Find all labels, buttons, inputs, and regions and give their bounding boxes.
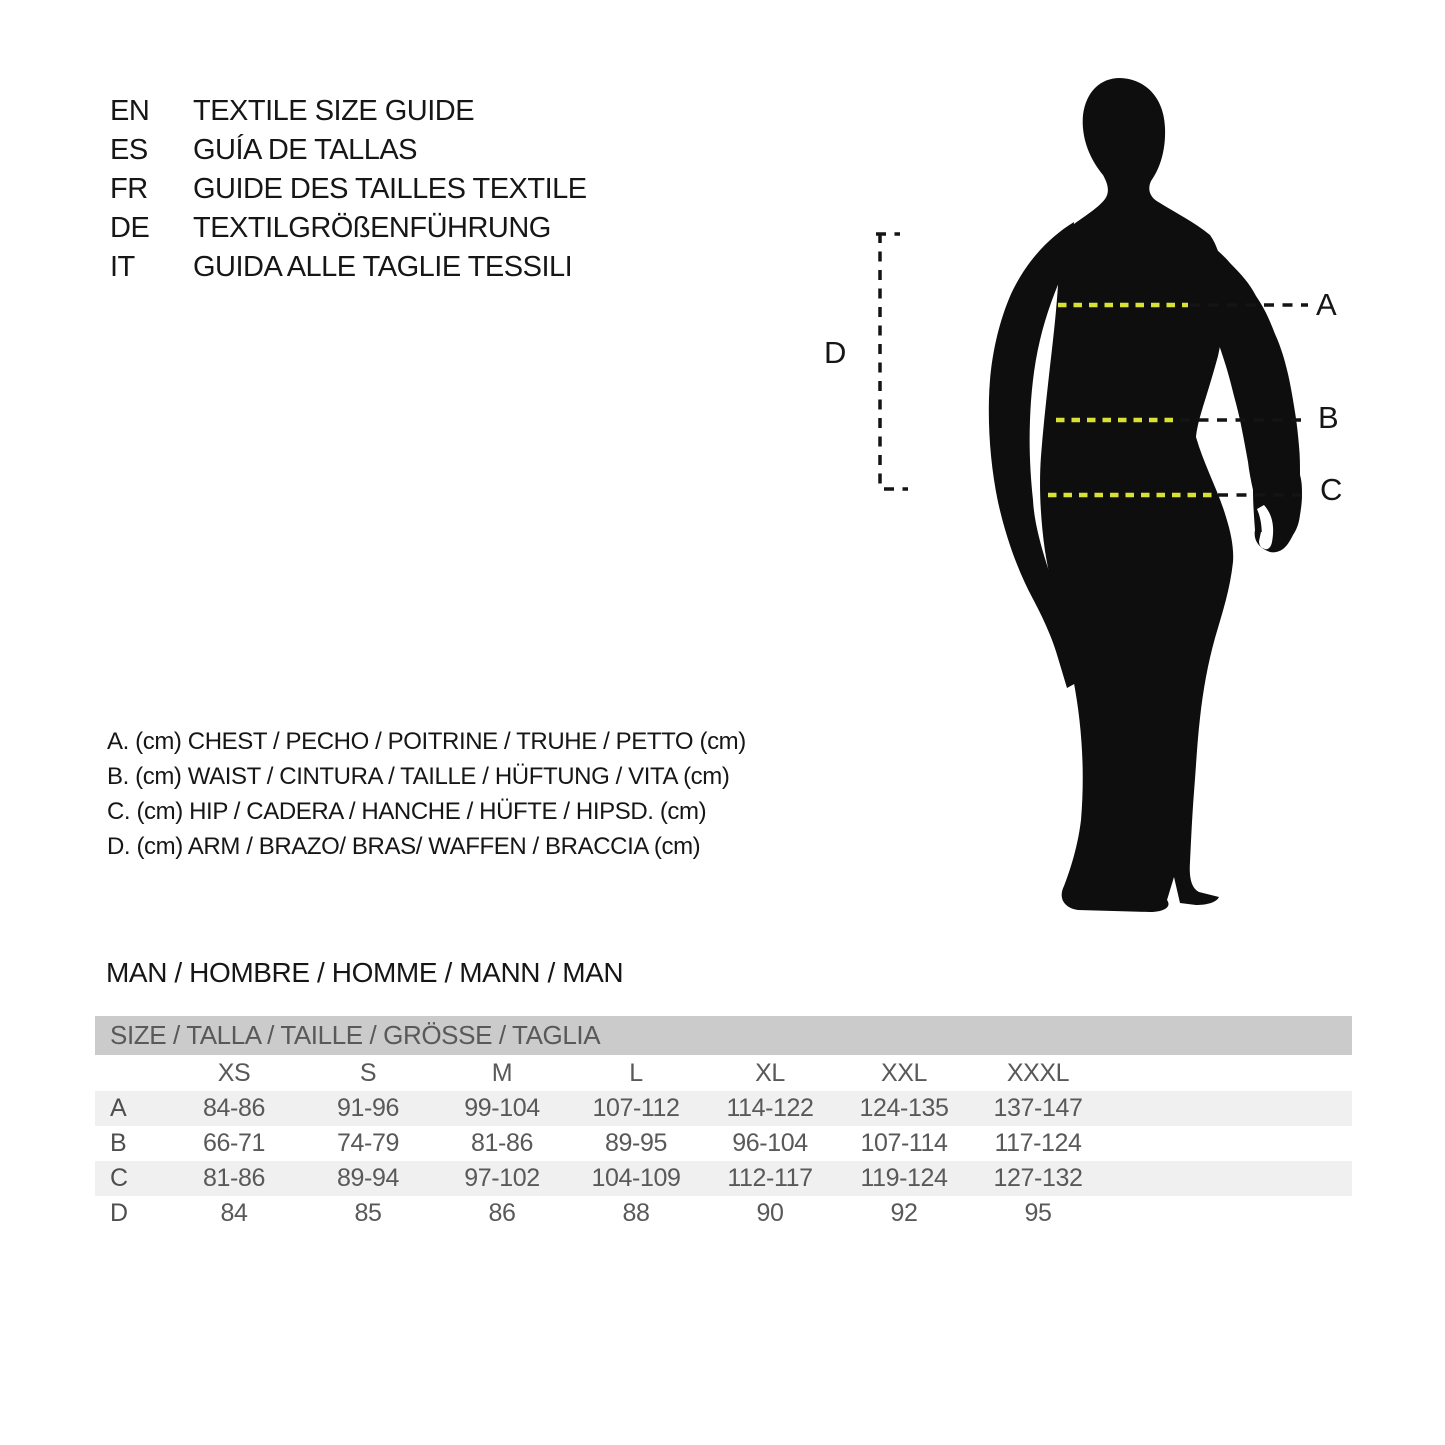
size-value-cell: 127-132	[993, 1164, 1083, 1192]
size-value-cell: 89-94	[337, 1164, 399, 1192]
size-value-cell: 81-86	[203, 1164, 265, 1192]
arm-length-bracket	[876, 233, 908, 489]
language-title: GUIDA ALLE TAGLIE TESSILI	[193, 251, 573, 283]
size-value-cell: 89-95	[605, 1129, 667, 1157]
table-row	[95, 1196, 1352, 1231]
row-label: D	[110, 1199, 128, 1227]
size-value-cell: 74-79	[337, 1129, 399, 1157]
size-value-cell: 91-96	[337, 1094, 399, 1122]
language-title: TEXTILGRÖßENFÜHRUNG	[193, 212, 551, 244]
language-code: ES	[110, 134, 148, 166]
measurement-line: D. (cm) ARM / BRAZO/ BRAS/ WAFFEN / BRACCIA (cm)	[107, 833, 701, 860]
size-value-cell: 66-71	[203, 1129, 265, 1157]
size-value-cell: 84	[220, 1199, 248, 1227]
size-value-cell: 107-114	[860, 1129, 948, 1157]
size-column-header: XS	[217, 1059, 251, 1087]
table-row	[95, 1091, 1352, 1126]
size-value-cell: 81-86	[471, 1129, 533, 1157]
language-code: DE	[110, 212, 150, 244]
size-value-cell: 86	[488, 1199, 516, 1227]
language-code: FR	[110, 173, 148, 205]
size-column-header: XL	[755, 1059, 785, 1087]
size-value-cell: 84-86	[203, 1094, 265, 1122]
size-value-cell: 117-124	[994, 1129, 1082, 1157]
size-table-header-bar: SIZE / TALLA / TAILLE / GRÖSSE / TAGLIA	[95, 1016, 1352, 1055]
language-code: IT	[110, 251, 135, 283]
size-column-header: S	[359, 1059, 377, 1087]
size-value-cell: 85	[354, 1199, 382, 1227]
language-title: TEXTILE SIZE GUIDE	[193, 95, 475, 127]
size-value-cell: 88	[622, 1199, 650, 1227]
table-row	[95, 1126, 1352, 1161]
measurement-legend	[107, 724, 746, 864]
measurement-lines	[107, 724, 746, 864]
table-row	[95, 1161, 1352, 1196]
size-value-cell: 99-104	[464, 1094, 540, 1122]
size-value-cell: 97-102	[464, 1164, 540, 1192]
chest-label: A	[1316, 287, 1337, 322]
size-column-header: L	[629, 1059, 643, 1087]
size-value-cell: 124-135	[859, 1094, 949, 1122]
size-value-cell: 107-112	[592, 1094, 680, 1122]
section-title: MAN / HOMBRE / HOMME / MANN / MAN	[106, 957, 624, 988]
size-columns-row	[95, 1055, 1352, 1091]
hip-label: C	[1320, 472, 1342, 507]
size-column-header: XXXL	[1006, 1059, 1070, 1087]
arm-label: D	[824, 335, 846, 370]
size-value-cell: 112-117	[727, 1164, 813, 1192]
size-table	[95, 1016, 1352, 1231]
measurement-line: C. (cm) HIP / CADERA / HANCHE / HÜFTE / HIPSD. (cm)	[107, 798, 707, 825]
size-value-cell: 137-147	[993, 1094, 1083, 1122]
measurement-line: A. (cm) CHEST / PECHO / POITRINE / TRUHE / PETTO (cm)	[107, 728, 746, 755]
size-value-cell: 114-122	[726, 1094, 814, 1122]
size-value-cell: 104-109	[591, 1164, 681, 1192]
corner-cell	[95, 1055, 167, 1091]
row-label: A	[110, 1094, 127, 1122]
language-code: EN	[110, 95, 150, 127]
size-value-cell: 96-104	[732, 1129, 808, 1157]
size-value-cell: 90	[756, 1199, 784, 1227]
waist-label: B	[1318, 400, 1339, 435]
language-title: GUIDE DES TAILLES TEXTILE	[193, 173, 587, 205]
row-label: C	[110, 1164, 128, 1192]
size-table-grid	[95, 1055, 1352, 1231]
row-label: B	[110, 1129, 127, 1157]
size-value-cell: 92	[890, 1199, 918, 1227]
measurement-line: B. (cm) WAIST / CINTURA / TAILLE / HÜFTUNG / VITA (cm)	[107, 763, 730, 790]
language-title: GUÍA DE TALLAS	[193, 134, 418, 166]
size-column-header: M	[491, 1059, 513, 1087]
size-value-cell: 119-124	[860, 1164, 948, 1192]
size-value-cell: 95	[1024, 1199, 1052, 1227]
size-column-header: XXL	[880, 1059, 928, 1087]
